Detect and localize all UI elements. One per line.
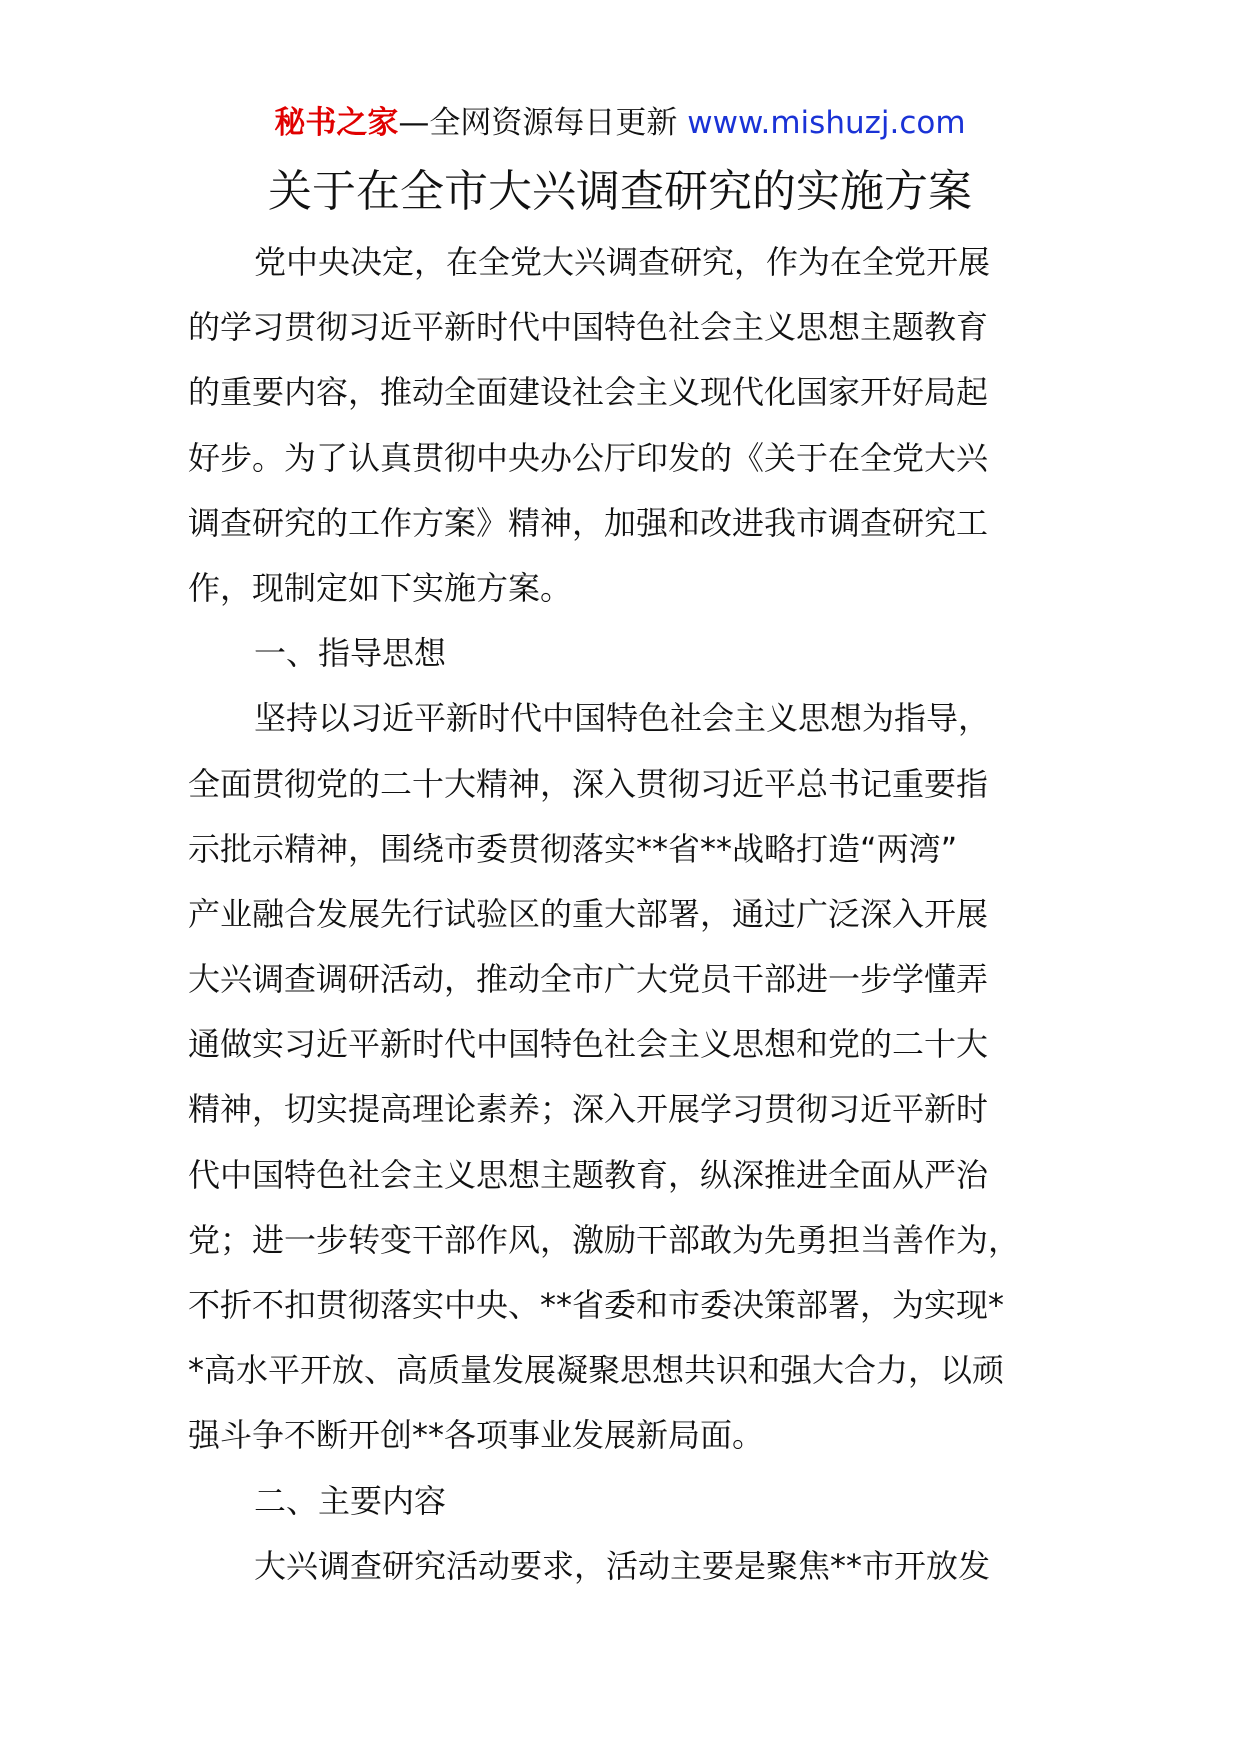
paragraph-line: 调查研究的工作方案》精神，加强和改进我市调查研究工 [188,503,989,542]
paragraph-line: 党；进一步转变干部作风，激励干部敢为先勇担当善作为， [188,1220,1021,1259]
site-header [0,100,1240,146]
paragraph-line: 示批示精神，围绕市委贯彻落实**省**战略打造“两湾” [188,829,958,868]
paragraph-line: 大兴调查研究活动要求，活动主要是聚焦**市开放发 [254,1546,991,1585]
paragraph-line: 产业融合发展先行试验区的重大部署，通过广泛深入开展 [188,894,989,933]
paragraph-line: 全面贯彻党的二十大精神，深入贯彻习近平总书记重要指 [188,764,989,803]
paragraph-line: 通做实习近平新时代中国特色社会主义思想和党的二十大 [188,1025,989,1064]
paragraph-line: 的学习贯彻习近平新时代中国特色社会主义思想主题教育 [188,308,989,347]
paragraph-line: 党中央决定，在全党大兴调查研究，作为在全党开展 [254,243,991,281]
site-tagline: —全网资源每日更新 [398,105,688,141]
paragraph-line: *高水平开放、高质量发展凝聚思想共识和强大合力，以顽 [188,1351,1005,1390]
paragraph-line: 坚持以习近平新时代中国特色社会主义思想为指导， [254,699,991,738]
site-brand: 秘书之家 [274,105,399,141]
section-heading: 一、指导思想 [254,634,447,673]
site-url-link[interactable]: www.mishuzj.com [687,105,966,141]
paragraph-line: 不折不扣贯彻落实中央、**省委和市委决策部署，为实现* [188,1286,1005,1324]
document-body [188,230,1058,1599]
paragraph-line: 大兴调查调研活动，推动全市广大党员干部进一步学懂弄 [188,960,989,999]
paragraph-line: 强斗争不断开创**各项事业发展新局面。 [188,1416,765,1455]
paragraph-line: 的重要内容，推动全面建设社会主义现代化国家开好局起 [188,373,989,412]
document-title: 关于在全市大兴调查研究的实施方案 [268,166,972,217]
section-heading: 二、主要内容 [254,1481,447,1520]
paragraph-line: 作，现制定如下实施方案。 [188,568,573,607]
paragraph-line: 代中国特色社会主义思想主题教育，纵深推进全面从严治 [188,1155,989,1194]
paragraph-line: 好步。为了认真贯彻中央办公厅印发的《关于在全党大兴 [188,438,989,477]
paragraph-line: 精神，切实提高理论素养；深入开展学习贯彻习近平新时 [188,1090,989,1129]
